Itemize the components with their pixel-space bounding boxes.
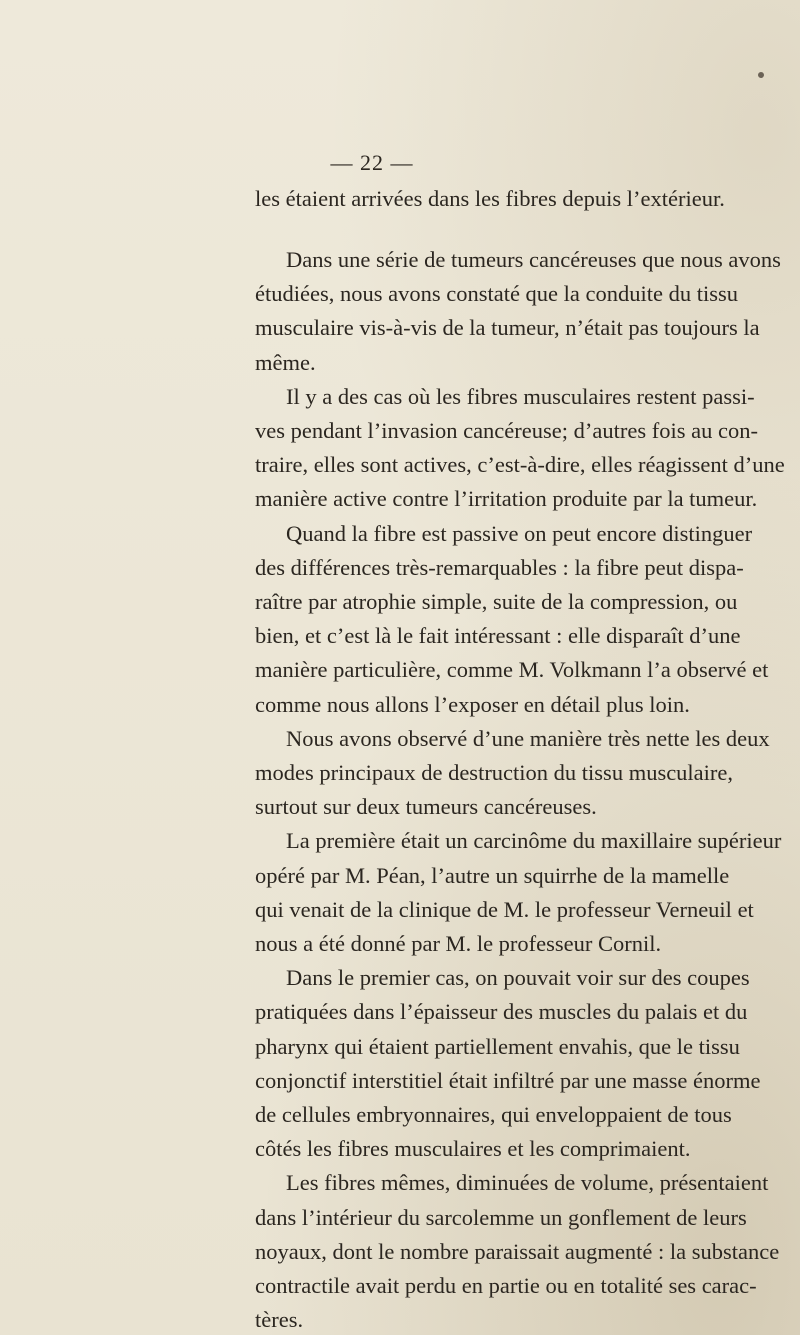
text-line: même. (255, 349, 316, 375)
text-line: conjonctif interstitiel était infiltré par une masse énorme (255, 1067, 761, 1093)
text-line: étudiées, nous avons constaté que la conduite du tissu (255, 281, 739, 307)
text-line: des différences très-remarquables : la fibre peut dispa- (255, 554, 744, 580)
text-line: noyaux, dont le nombre paraissait augmenté : la substance (255, 1238, 780, 1264)
text-line: musculaire vis-à-vis de la tumeur, n’était pas toujours la (255, 315, 760, 341)
text-line: Dans une série de tumeurs cancéreuses que nous avons (286, 247, 781, 272)
text-line: comme nous allons l’exposer en détail plus loin. (255, 691, 690, 717)
text-line: La première était un carcinôme du maxillaire supérieur (286, 828, 782, 854)
text-line: manière active contre l’irritation produite par la tumeur. (255, 486, 758, 512)
text-line: Il y a des cas où les fibres musculaires restent passi- (286, 383, 755, 409)
text-line: manière particulière, comme M. Volkmann l’a observé et (255, 657, 769, 683)
text-line: qui venait de la clinique de M. le professeur Verneuil et (255, 896, 754, 922)
text-line: côtés les fibres musculaires et les comprimaient. (255, 1136, 691, 1162)
text-line: Quand la fibre est passive on peut encore distinguer (286, 520, 753, 546)
text-line: Nous avons observé d’une manière très nette les deux (286, 725, 770, 751)
text-line: Dans le premier cas, on pouvait voir sur des coupes (286, 965, 750, 991)
page-speck (758, 72, 764, 78)
page-number: — 22 — (330, 150, 414, 175)
text-line: raître par atrophie simple, suite de la compression, ou (255, 589, 738, 614)
text-line: traire, elles sont actives, c’est-à-dire, elles réagissent d’une (255, 452, 785, 478)
text-line: modes principaux de destruction du tissu musculaire, (255, 760, 734, 785)
text-line: nous a été donné par M. le professeur Cornil. (255, 931, 662, 956)
text-line: pharynx qui étaient partiellement envahis, que le tissu (255, 1033, 740, 1059)
text-line: bien, et c’est là le fait intéressant : elle disparaît d’une (255, 623, 741, 649)
text-line: contractile avait perdu en partie ou en totalité ses carac- (255, 1273, 757, 1298)
text-line: pratiquées dans l’épaisseur des muscles du palais et du (255, 999, 748, 1025)
text-line: ves pendant l’invasion cancéreuse; d’autres fois au con- (255, 418, 758, 443)
text-line: de cellules embryonnaires, qui enveloppaient de tous (255, 1102, 732, 1127)
text-line: tères. (255, 1307, 304, 1333)
text-line: les étaient arrivées dans les fibres depuis l’extérieur. (255, 186, 725, 211)
text-line: surtout sur deux tumeurs cancéreuses. (255, 794, 597, 820)
text-line: opéré par M. Péan, l’autre un squirrhe de la mamelle (255, 862, 730, 888)
text-line: dans l’intérieur du sarcolemme un gonflement de leurs (255, 1204, 747, 1230)
text-line: Les fibres mêmes, diminuées de volume, présentaient (286, 1170, 769, 1196)
